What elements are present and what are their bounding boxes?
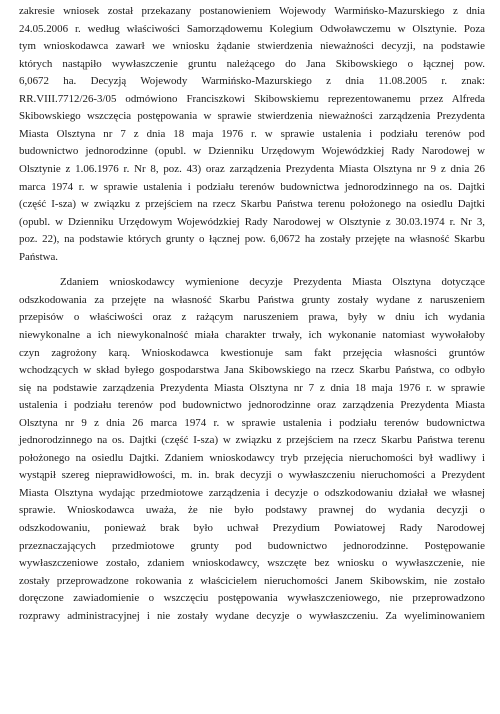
document-text-line: Miasta Olsztyna nr 7 z dnia 18 maja 1976 r. w sprawie ustalenia i podziału terenów pod <box>19 127 485 140</box>
document-text-line: czyn zagrożony karą. Wnioskodawca kwestionuje sam fakt przejęcia własności gruntów <box>19 346 485 359</box>
document-text-line: (część I-sza) w związku z przejściem na rzecz Skarbu Państwa terenu położonego na osiedlu Dajtki <box>19 198 485 211</box>
document-text-line: Olsztynie z 1.06.1976 r. Nr 8, poz. 43) oraz zarządzenia Prezydenta Miasta Olsztyna nr 9 z dnia 26 <box>19 163 485 175</box>
document-text-line: doręczone zawiadomienie o wszczęciu postępowania wywłaszczeniowego, nie przeprowadzono <box>19 592 485 605</box>
document-text-line: Olsztyna nr 9 z dnia 26 marca 1974 r. w sprawie ustalenia i podziału terenów budownictwa <box>19 416 485 429</box>
document-text-line: ustalenia i podziału terenów pod budownictwo jednorodzinne oraz zarządzenia Prezydenta Miasta <box>19 399 485 412</box>
document-text-line: Państwa. <box>19 250 59 263</box>
document-text-line: się na podstawie zarządzenia Prezydenta Miasta Olsztyna nr 7 z dnia 18 maja 1976 r. w sprawie <box>19 381 485 394</box>
document-text-line: zakresie wniosek został przekazany postanowieniem Wojewody Warmińsko-Mazurskiego z dnia <box>19 5 485 17</box>
document-text-line: 24.05.2006 r. według właściwości Samorządowemu Kolegium Odwoławczemu w Olsztynie. Poza <box>19 22 485 35</box>
document-text-line: położonego na osiedlu Dajtki. Zdaniem wnioskodawcy tryb przejęcia nieruchomości był wadliwy i <box>19 451 485 464</box>
document-text-line: Miasta Olsztyna wydając przedmiotowe zarządzenia i decyzje o odszkodowaniu działał we własnej <box>19 486 485 499</box>
document-text-line: przeznaczających przedmiotowe grunty pod budownictwo jednorodzinne. Postępowanie <box>19 539 485 552</box>
document-text-line: których nastąpiło wywłaszczenie gruntu należącego do Jana Skibowskiego o łącznej pow. <box>19 57 485 70</box>
document-text-line: Skibowskiego wszczęcia postępowania w sprawie stwierdzenia nieważności zarządzenia Prezydenta <box>19 110 485 123</box>
document-text-line: zostały przeprowadzone rokowania z właścicielem nieruchomości Janem Skibowskim, nie zostało <box>19 574 485 587</box>
document-text-line: wystąpił szereg nieprawidłowości, m. in. brak decyzji o wywłaszczeniu nieruchomości a Prezydent <box>19 469 485 482</box>
document-text-line: marca 1974 r. w sprawie ustalenia i podziału terenów budownictwa jednorodzinnego na os. Dajtki <box>19 180 485 193</box>
document-text-line: odszkodowaniu, ponieważ brak było uchwał Prezydium Powiatowej Rady Narodowej <box>19 522 485 534</box>
document-text-line: jednorodzinnego na os. Dajtki (część I-sza) w związku z przejściem na rzecz Skarbu Państwa terenu <box>19 434 485 447</box>
document-text-line: odszkodowania za przejęte na własność Skarbu Państwa grunty zostały wydane z naruszeniem <box>19 293 485 306</box>
document-text-line: wchodzących w skład byłego gospodarstwa Jana Skibowskiego na rzecz Skarbu Państwa, co odbyło <box>19 364 485 376</box>
document-text-line: poz. 22), na podstawie których grunty o łącznej pow. 6,0672 ha zostały przejęte na własność Skarbu <box>19 233 485 246</box>
document-text-line: niewykonalne a ich niewykonalność miała charakter trwały, ich wykonanie natomiast wywołałoby <box>19 328 485 341</box>
document-text-line: sprawie. Wnioskodawca uważa, że nie było podstawy prawnej do wydania decyzji o <box>19 504 485 517</box>
document-text-line: (opubl. w Dzienniku Urzędowym Wojewódzkiej Rady Narodowej w Olsztynie z 30.03.1974 r. Nr 3, <box>19 215 485 228</box>
document-text-line: przepisów o właściwości oraz z rażącym naruszeniem prawa, były w dniu ich wydania <box>19 311 485 324</box>
document-text-line: 6,0672 ha. Decyzją Wojewody Warmińsko-Mazurskiego z dnia 11.08.2005 r. znak: <box>19 75 485 88</box>
document-text-line: wywłaszczeniowe zostało, zdaniem wnioskodawcy, wszczęte bez wniosku o wywłaszczenie, nie <box>19 557 485 570</box>
document-text-line: rozprawy administracyjnej i nie zostały wydane decyzje o wywłaszczeniu. Za wyeliminowaniem <box>19 609 485 622</box>
document-text-line: Zdaniem wnioskodawcy wymienione decyzje Prezydenta Miasta Olsztyna dotyczące <box>60 276 485 289</box>
document-text-line: tym wnioskodawca zawarł we wniosku żądanie stwierdzenia nieważności decyzji, na podstawie <box>19 40 485 53</box>
document-text-line: RR.VIII.7712/26-3/05 odmówiono Franciszkowi Skibowskiemu reprezentowanemu przez Alfreda <box>19 92 485 105</box>
document-text-line: budownictwo jednorodzinne (opubl. w Dzienniku Urzędowym Wojewódzkiej Rady Narodowej w <box>19 145 485 158</box>
